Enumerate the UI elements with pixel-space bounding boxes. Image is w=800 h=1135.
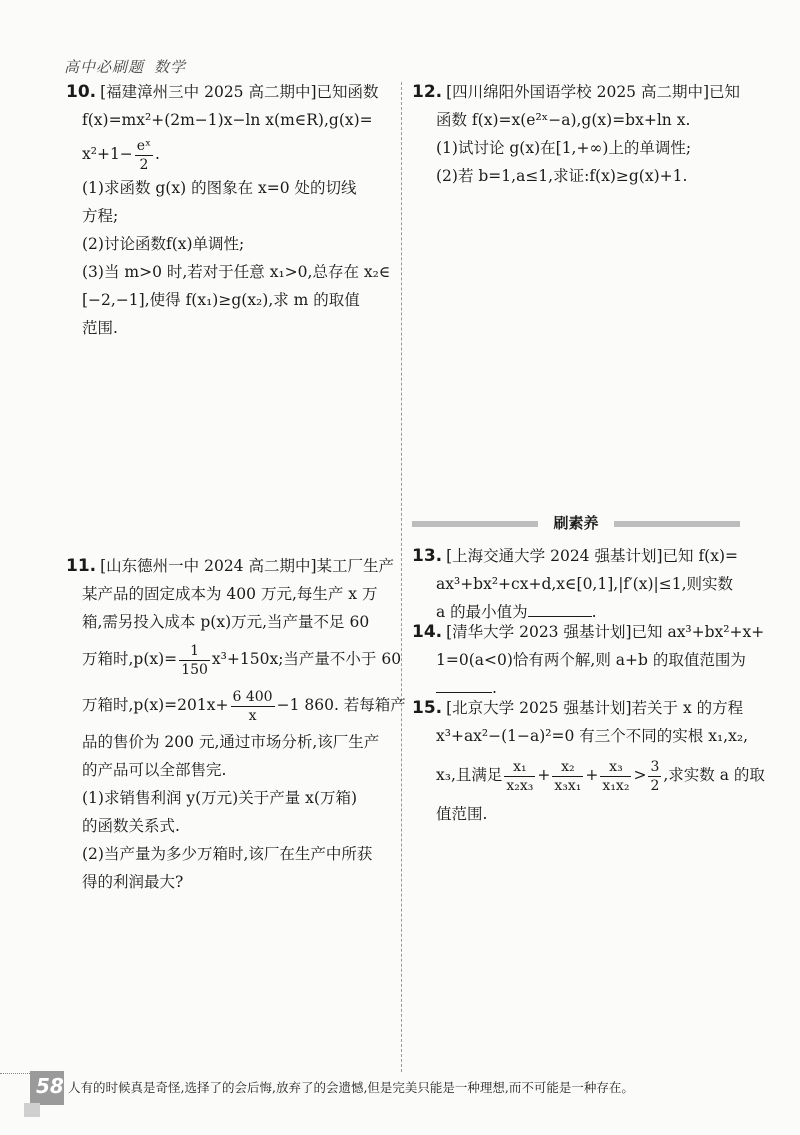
footer-quote: 人有的时候真是奇怪,选择了的会后悔,放弃了的会遗憾,但是完美只能是一种理想,而不可能是一种存在。 <box>68 1080 634 1095</box>
question-text: 品的售价为 200 元,通过市场分析,该厂生产 <box>82 733 380 751</box>
question-source: [福建漳州三中 2025 高二期中]已知函数 <box>100 83 379 101</box>
fraction: $\frac{3}{2}$ <box>650 758 660 794</box>
question-source: [北京大学 2025 强基计划]若关于 x 的方程 <box>446 699 744 717</box>
section-bar-right <box>614 521 740 527</box>
question-text: x₃,且满足 $\frac{\text{x₁}}{\text{x₂x₃}}$ + $\frac{\text{x₂}}{\text{x₃x₁}}$ + $\frac{\text{x₃}}{\text{x₁x₂}}$ > $\frac{3}{2}$ ,求实数 a 的取 <box>436 758 765 794</box>
sub-question-1-cont: 方程; <box>82 207 119 225</box>
question-text: x³+ax²−(1−a)²=0 有三个不同的实根 x₁,x₂, <box>436 727 748 745</box>
section-title: 刷素养 <box>553 514 599 532</box>
sub-question-1: (1)求函数 g(x) 的图象在 x=0 处的切线 <box>82 179 357 197</box>
question-source: [四川绵阳外国语学校 2025 高二期中]已知 <box>446 83 741 101</box>
fraction: $\frac{6 400}{x}$ <box>232 688 273 724</box>
question-text: 1=0(a<0)恰有两个解,则 a+b 的取值范围为 <box>436 651 746 669</box>
fraction: $\frac{\text{x₂}}{\text{x₃x₁}}$ <box>554 758 582 794</box>
question-text: 万箱时,p(x)= $\frac{1}{150}$ x³+150x;当产量不小于 60 <box>82 642 402 678</box>
sub-question-2-cont: 得的利润最大? <box>82 873 184 891</box>
question-14 <box>412 618 765 702</box>
question-text: 万箱时,p(x)=201x+ $\frac{6 400}{x}$ −1 860. 若每箱产 <box>82 688 406 724</box>
question-number: 12. <box>412 82 443 102</box>
question-text: ax³+bx²+cx+d,x∈[0,1],|f′(x)|≤1,则实数 <box>436 575 734 593</box>
question-text: 箱,需另投入成本 p(x)万元,当产量不足 60 <box>82 613 370 631</box>
column-divider <box>401 82 402 1072</box>
section-bar-left <box>412 521 538 527</box>
question-number: 13. <box>412 546 443 566</box>
running-header <box>64 56 196 77</box>
sub-question-3: (3)当 m>0 时,若对于任意 x₁>0,总存在 x₂∈ <box>82 263 391 281</box>
fraction: $\frac{\text{eˣ}}{2}$ <box>136 137 152 173</box>
question-text: 某产品的固定成本为 400 万元,每生产 x 万 <box>82 585 378 603</box>
question-source: [清华大学 2023 强基计划]已知 ax³+bx²+x+ <box>446 623 765 641</box>
question-number: 15. <box>412 698 443 718</box>
question-text: 的产品可以全部售完. <box>82 761 227 779</box>
question-number: 11. <box>66 556 97 576</box>
fraction: $\frac{\text{x₃}}{\text{x₁x₂}}$ <box>602 758 630 794</box>
question-13 <box>412 542 752 626</box>
question-text: 函数 f(x)=x(e²ˣ−a),g(x)=bx+ln x. <box>436 111 691 129</box>
question-15 <box>412 694 765 828</box>
sub-question-2: (2)当产量为多少万箱时,该厂在生产中所获 <box>82 845 373 863</box>
question-11 <box>66 552 406 896</box>
fraction: $\frac{1}{150}$ <box>181 642 208 678</box>
question-text: x²+1− $\frac{\text{eˣ}}{2}$ . <box>82 137 160 173</box>
sub-question-1-cont: 的函数关系式. <box>82 817 180 835</box>
question-text: . <box>412 674 752 702</box>
sub-question-3-cont: [−2,−1],使得 f(x₁)≥g(x₂),求 m 的取值 <box>82 291 360 309</box>
question-10 <box>66 78 396 342</box>
sub-question-2: (2)讨论函数f(x)单调性; <box>82 235 245 253</box>
question-text: f(x)=mx²+(2m−1)x−ln x(m∈R),g(x)= <box>82 111 373 129</box>
subject-title: 数学 <box>154 58 187 76</box>
fraction: $\frac{\text{x₁}}{\text{x₂x₃}}$ <box>506 758 534 794</box>
answer-blank[interactable] <box>528 602 592 617</box>
page-number: 58 <box>36 1074 64 1098</box>
footer-dotted-rule <box>0 1073 30 1074</box>
question-source: [上海交通大学 2024 强基计划]已知 f(x)= <box>446 547 739 565</box>
question-text: 值范围. <box>436 805 488 823</box>
question-12 <box>412 78 752 190</box>
corner-decoration <box>24 1103 40 1117</box>
sub-question-2: (2)若 b=1,a≤1,求证:f(x)≥g(x)+1. <box>436 167 688 185</box>
question-number: 14. <box>412 622 443 642</box>
sub-question-1: (1)求销售利润 y(万元)关于产量 x(万箱) <box>82 789 357 807</box>
answer-blank[interactable] <box>436 678 492 693</box>
book-title: 高中必刷题 <box>64 58 145 76</box>
sub-question-3-cont: 范围. <box>82 319 118 337</box>
section-header <box>412 512 740 536</box>
question-number: 10. <box>66 82 97 102</box>
question-text: a 的最小值为 . <box>436 603 597 621</box>
question-source: [山东德州一中 2024 高二期中]某工厂生产 <box>100 557 395 575</box>
sub-question-1: (1)试讨论 g(x)在[1,+∞)上的单调性; <box>436 139 692 157</box>
